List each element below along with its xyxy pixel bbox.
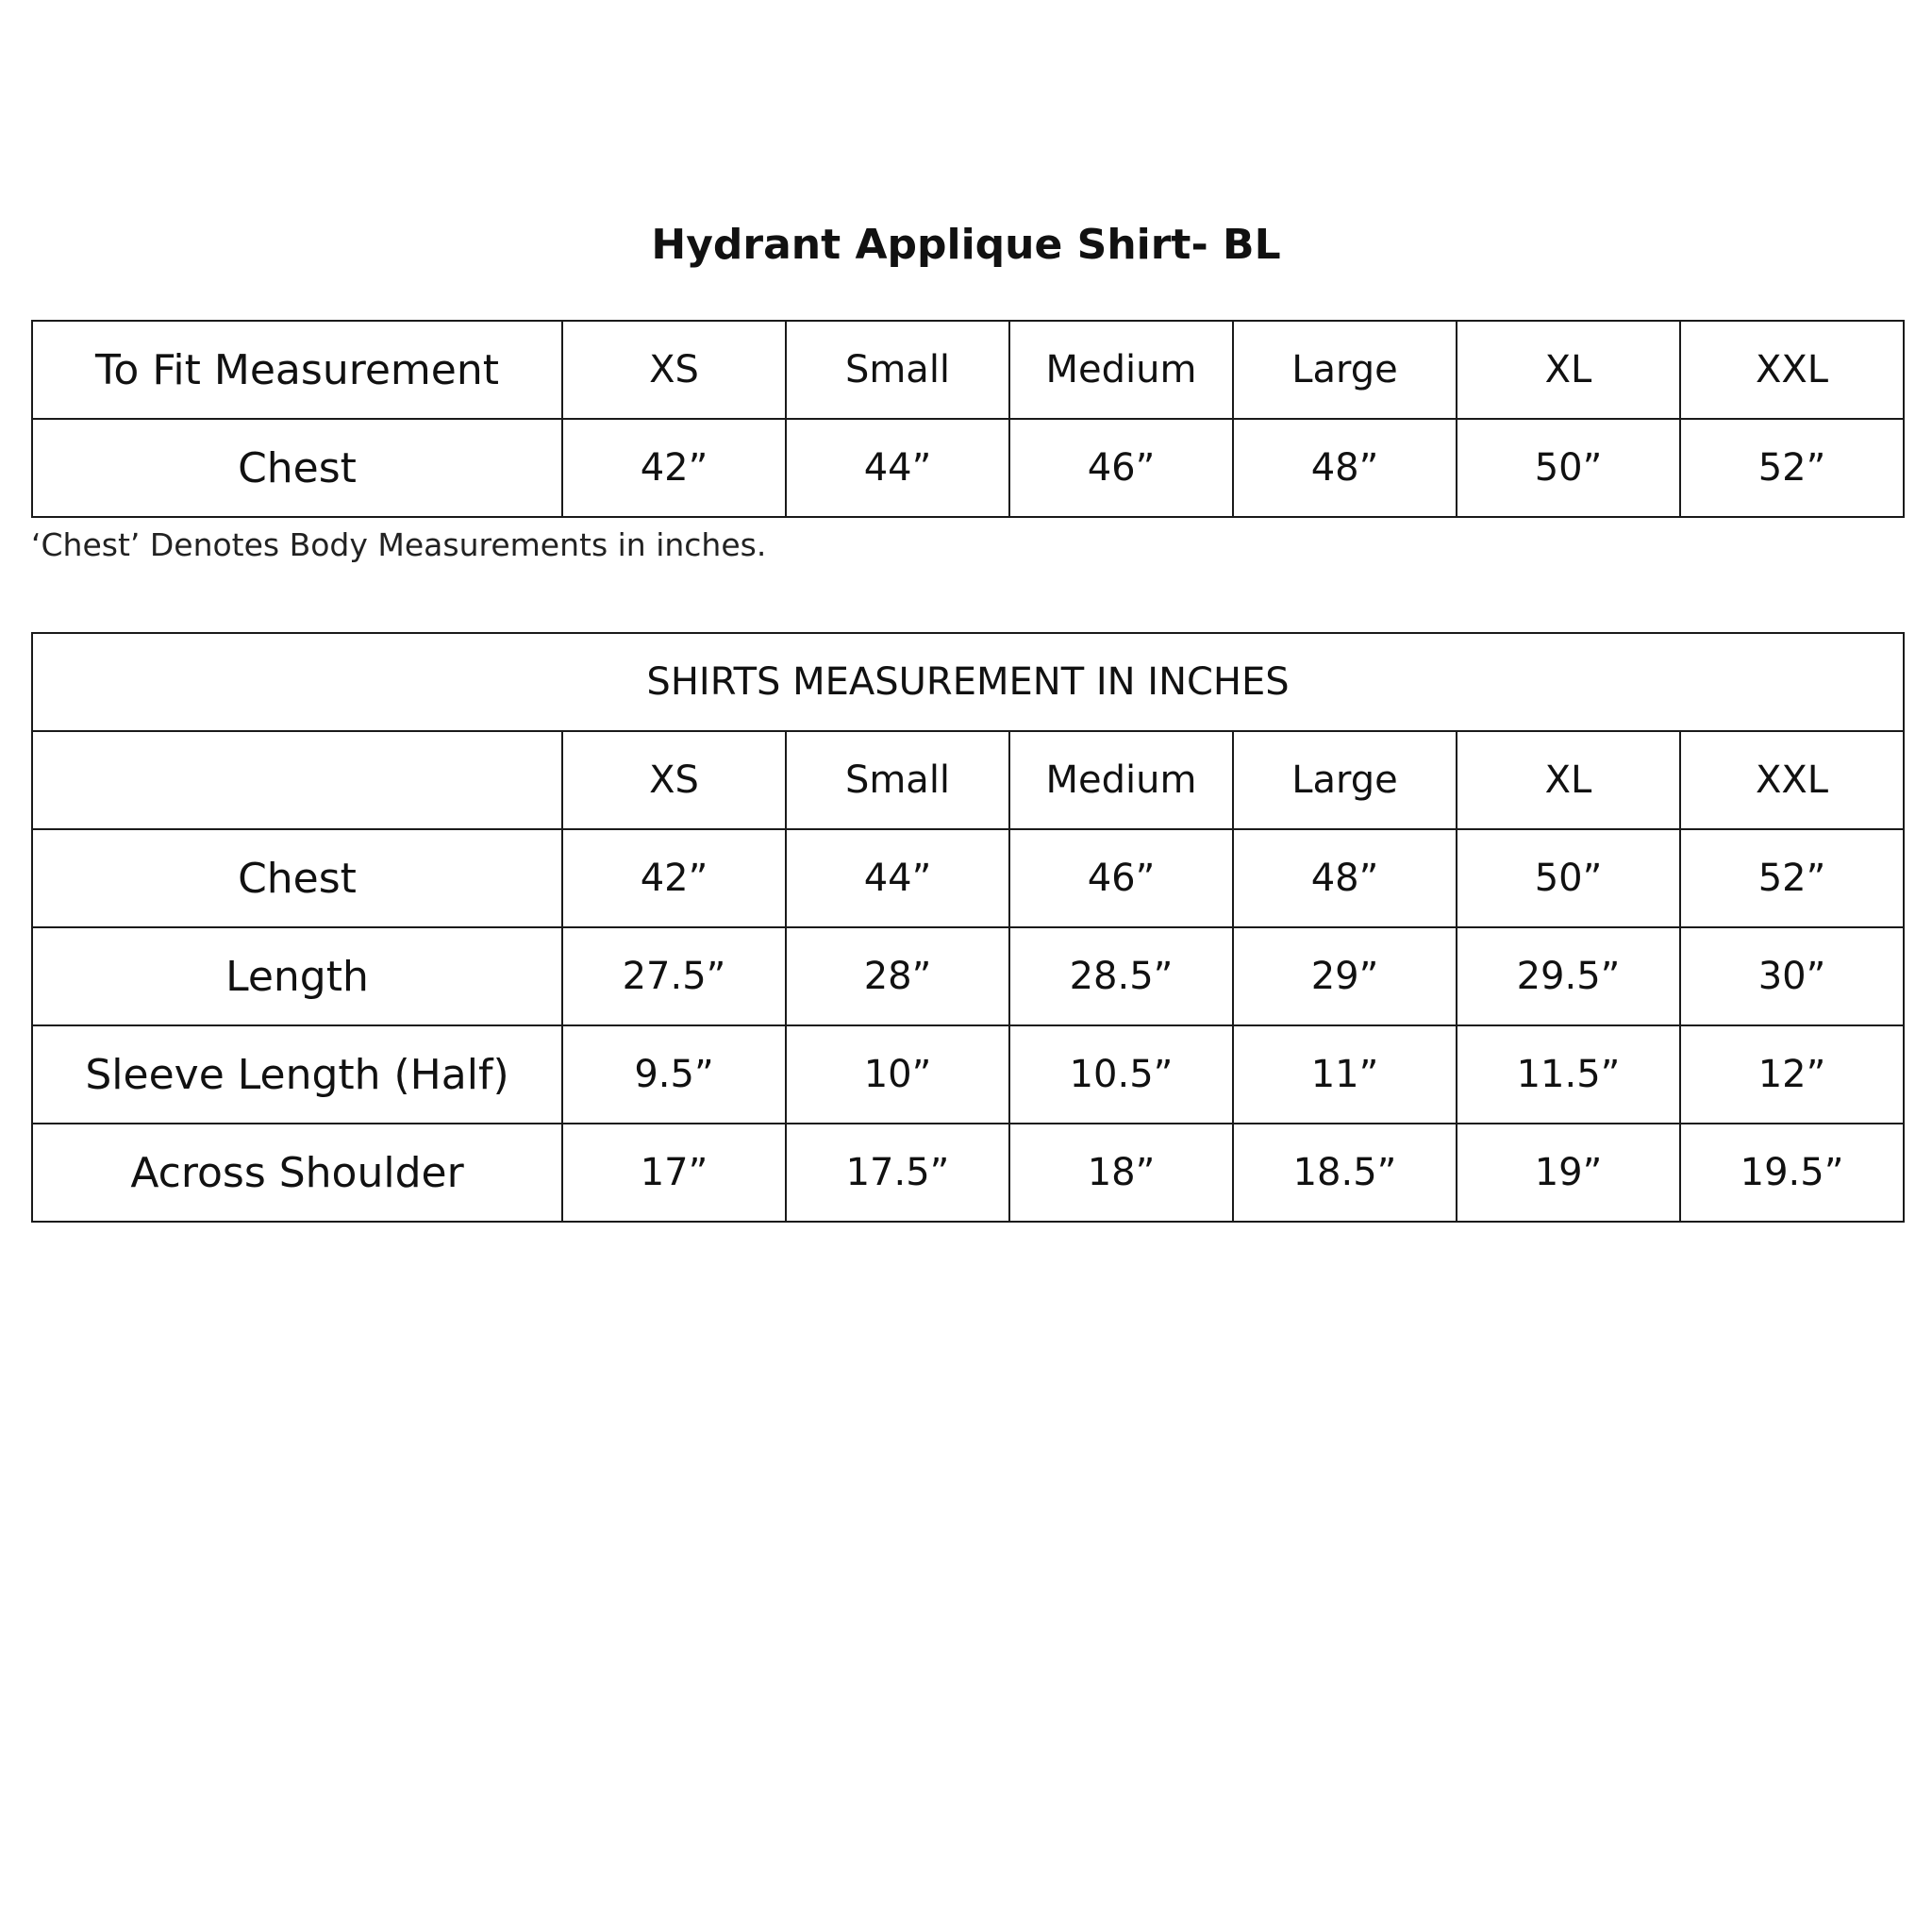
table-cell: 19”: [1457, 1124, 1680, 1222]
table-header-row: [32, 321, 1904, 419]
table-cell: 50”: [1457, 829, 1680, 927]
table-header-label: To Fit Measurement: [32, 321, 562, 419]
table-cell: 17”: [562, 1124, 786, 1222]
table-row: [32, 927, 1904, 1025]
table-cell: 48”: [1233, 419, 1457, 517]
table-row: [32, 1025, 1904, 1124]
table-cell: 42”: [562, 419, 786, 517]
table-cell: 42”: [562, 829, 786, 927]
table-cell: 19.5”: [1680, 1124, 1904, 1222]
to-fit-table: [31, 320, 1905, 518]
table-row: [32, 419, 1904, 517]
row-label: Across Shoulder: [32, 1124, 562, 1222]
size-header: XS: [562, 321, 786, 419]
measurement-note: ‘Chest’ Denotes Body Measurements in inches.: [31, 526, 767, 563]
table-cell: 9.5”: [562, 1025, 786, 1124]
table-title-row: [32, 633, 1904, 731]
table-cell: 52”: [1680, 829, 1904, 927]
table-cell: 11”: [1233, 1025, 1457, 1124]
size-header: XS: [562, 731, 786, 829]
row-label: Chest: [32, 829, 562, 927]
table-row: [32, 1124, 1904, 1222]
size-header: XL: [1457, 321, 1680, 419]
table-cell: 18.5”: [1233, 1124, 1457, 1222]
table-cell: 29”: [1233, 927, 1457, 1025]
size-header: Medium: [1009, 321, 1233, 419]
row-label: Sleeve Length (Half): [32, 1025, 562, 1124]
table-cell: 30”: [1680, 927, 1904, 1025]
row-label: Chest: [32, 419, 562, 517]
table-cell: 44”: [786, 419, 1009, 517]
page-title: Hydrant Applique Shirt- BL: [651, 221, 1281, 269]
table-cell: 46”: [1009, 419, 1233, 517]
table-cell: 17.5”: [786, 1124, 1009, 1222]
table-cell: 28.5”: [1009, 927, 1233, 1025]
table-cell: 28”: [786, 927, 1009, 1025]
table-cell: 27.5”: [562, 927, 786, 1025]
table-row: [32, 829, 1904, 927]
size-header: XXL: [1680, 321, 1904, 419]
table-cell: 10”: [786, 1025, 1009, 1124]
row-label: Length: [32, 927, 562, 1025]
table-cell: 52”: [1680, 419, 1904, 517]
table-cell: 48”: [1233, 829, 1457, 927]
table-header-row: [32, 731, 1904, 829]
table-cell: 11.5”: [1457, 1025, 1680, 1124]
table-cell: 29.5”: [1457, 927, 1680, 1025]
size-header: Large: [1233, 731, 1457, 829]
table-cell: 10.5”: [1009, 1025, 1233, 1124]
size-header: Medium: [1009, 731, 1233, 829]
size-header: XXL: [1680, 731, 1904, 829]
table-cell: 46”: [1009, 829, 1233, 927]
size-header: XL: [1457, 731, 1680, 829]
table-cell: 44”: [786, 829, 1009, 927]
table-cell: 50”: [1457, 419, 1680, 517]
size-header: Small: [786, 731, 1009, 829]
table-title: SHIRTS MEASUREMENT IN INCHES: [32, 633, 1904, 731]
size-header: Small: [786, 321, 1009, 419]
table-cell: 12”: [1680, 1025, 1904, 1124]
shirt-measurement-table: [31, 632, 1905, 1223]
table-header-label: [32, 731, 562, 829]
table-cell: 18”: [1009, 1124, 1233, 1222]
size-header: Large: [1233, 321, 1457, 419]
